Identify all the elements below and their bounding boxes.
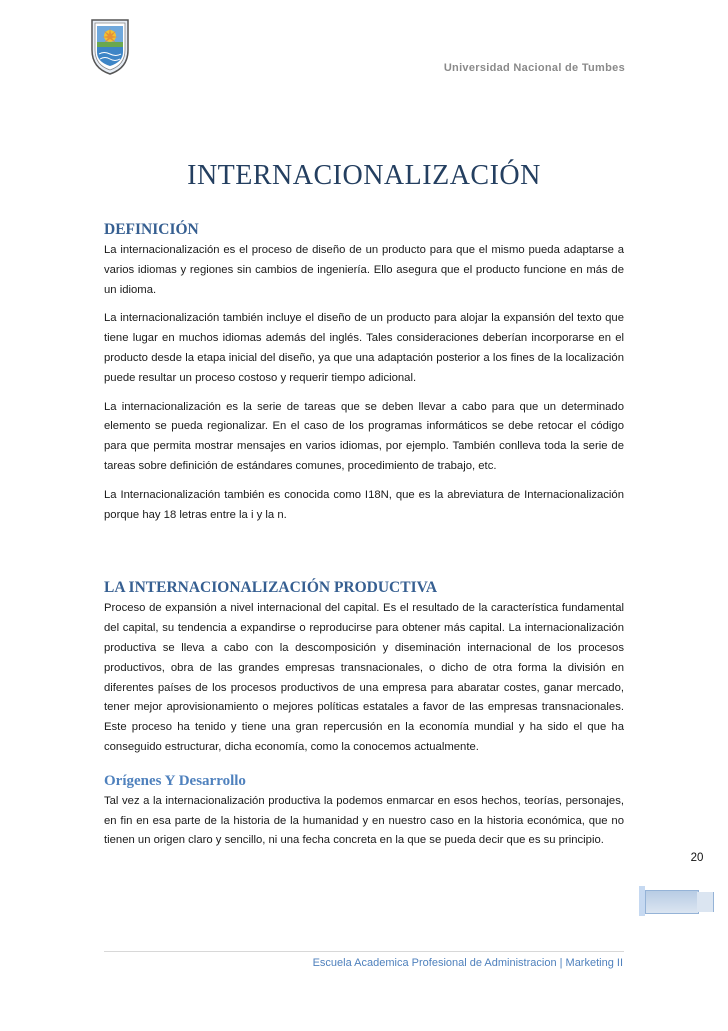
page-tab-decoration — [639, 886, 715, 916]
university-shield-icon — [88, 16, 132, 76]
page-number: 20 — [690, 852, 704, 864]
heading-origenes-desarrollo: Orígenes Y Desarrollo — [104, 772, 246, 789]
footer-divider — [104, 951, 624, 952]
header-university-name: Universidad Nacional de Tumbes — [443, 62, 625, 74]
paragraph: Tal vez a la internacionalización productiva la podemos enmarcar en esos hechos, teorías, personajes, en fin en esa parte de la historia de la humanidad y en nuestro caso en la historia económica, que no tienen un origen claro y sencillo, ni una fecha concreta en la que se pueda decir que es su principio. — [104, 794, 624, 847]
paragraph: La internacionalización es el proceso de diseño de un producto para que el mismo pueda adaptarse a varios idiomas y regiones sin cambios de ingeniería. Ello asegura que el producto funcione en más de un idioma. — [104, 244, 624, 296]
paragraph: Proceso de expansión a nivel internacional del capital. Es el resultado de la característica fundamental del capital, su tendencia a expandirse o reproducirse para obtener más capital. La internacionalización productiva se lleva a cabo con la descomposición y diseminación internacional de los procesos productivos, obra de las grandes empresas transnacionales, o dicho de otra forma la división en diferentes países de los procesos productivos de una empresa para abaratar costes, ganar mercado, tener mejor aprovisionamiento o mejores políticas estatales a favor de las empresas transnacionales. Este proceso ha tenido y tiene una gran repercusión en la economía mundial y ha sido el que ha conseguido estructurar, dicha economía, como la conocemos actualmente. — [104, 602, 624, 753]
paragraph: La internacionalización es la serie de tareas que se deben llevar a cabo para que un determinado elemento se pueda regionalizar. En el caso de los programas informáticos se debe retocar el código para que permita mostrar mensajes en varios idiomas, por ejemplo. También conlleva toda la serie de tareas sobre definición de estándares comunes, procedimiento de trabajo, etc. — [104, 400, 624, 472]
footer-text: Escuela Academica Profesional de Administracion | Marketing II — [312, 957, 623, 969]
heading-internacionalizacion-productiva: LA INTERNACIONALIZACIÓN PRODUCTIVA — [104, 579, 438, 597]
paragraph: La Internacionalización también es conocida como I18N, que es la abreviatura de Internacionalización porque hay 18 letras entre la i y la n. — [104, 488, 624, 521]
paragraph: La internacionalización también incluye el diseño de un producto para alojar la expansión del texto que tiene lugar en muchos idiomas además del inglés. Tales consideraciones deberían incorporarse en el producto desde la etapa inicial del diseño, ya que una adaptación posterior a los fines de la localización puede resultar un proceso costoso y requerir tiempo adicional. — [104, 312, 624, 384]
document-body — [104, 219, 624, 851]
heading-definicion: DEFINICIÓN — [104, 221, 199, 238]
page-title: INTERNACIONALIZACIÓN — [187, 160, 541, 191]
